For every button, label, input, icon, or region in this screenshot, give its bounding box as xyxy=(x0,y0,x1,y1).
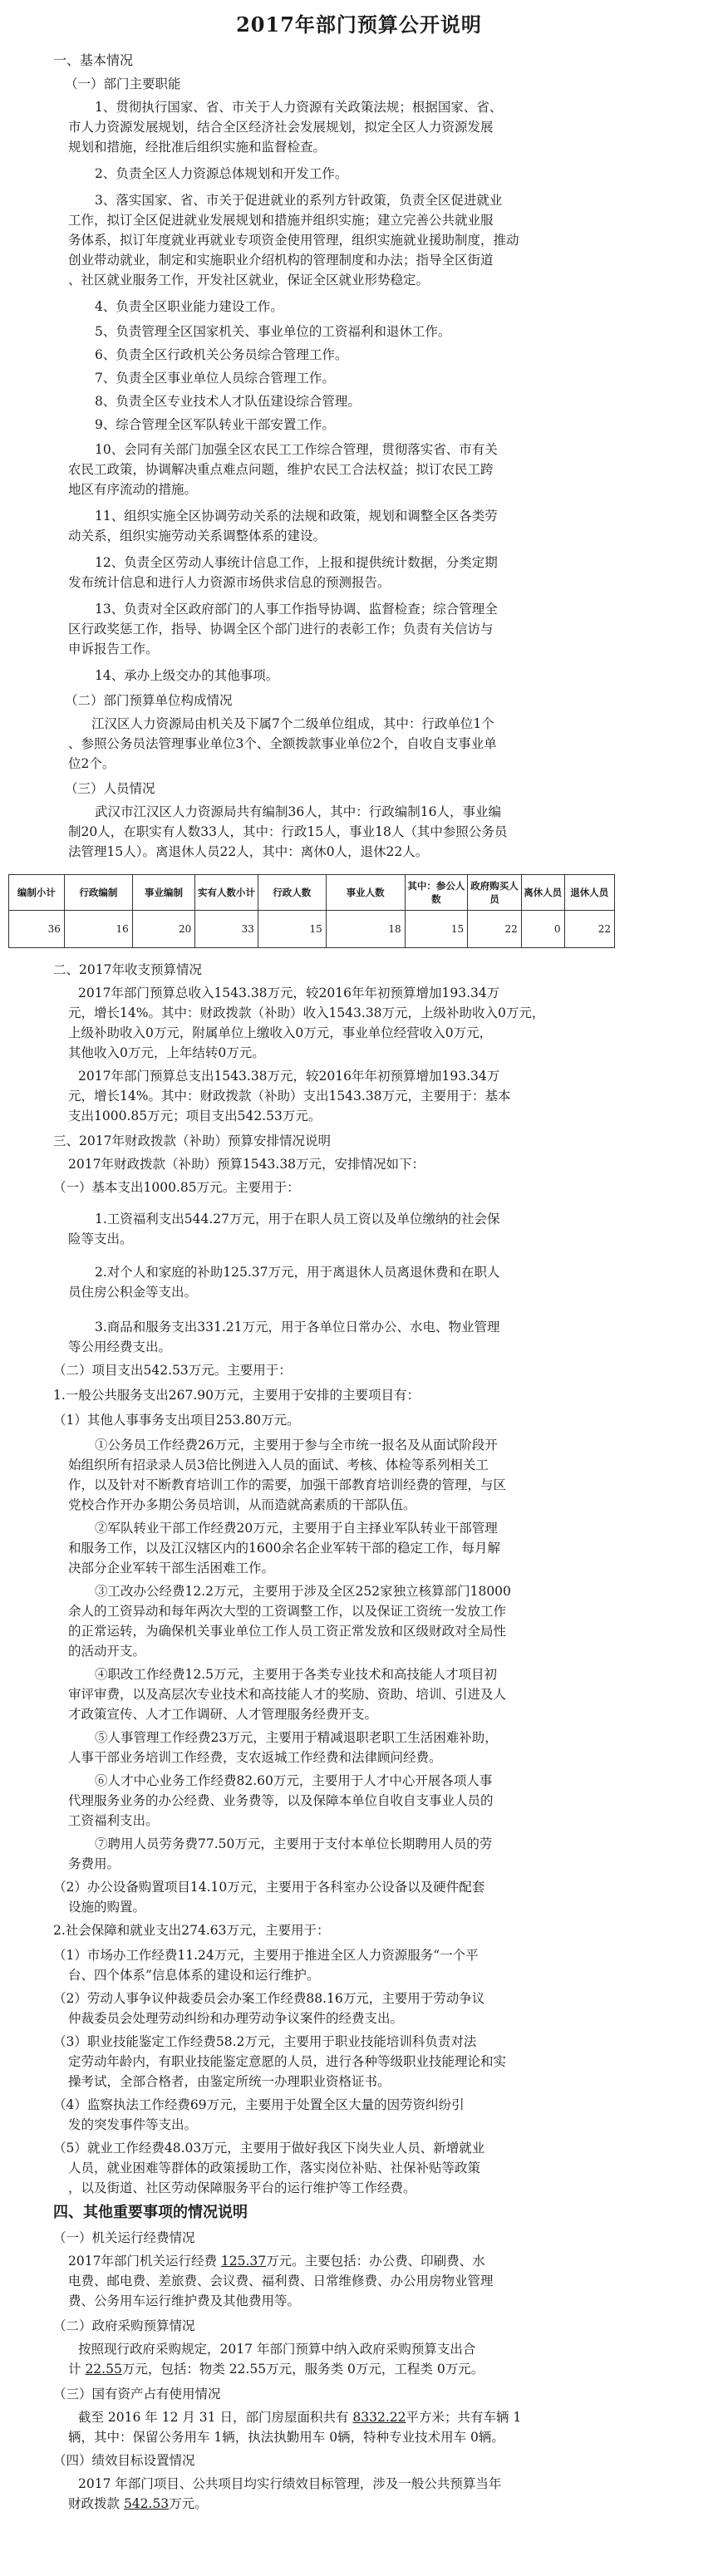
table-cell: 18 xyxy=(326,911,405,948)
text-line: 1、贯彻执行国家、省、市关于人力资源有关政策法规；根据国家、省、 xyxy=(95,100,503,115)
text-line: 才政策宣传、人才工作调研、人才管理服务经费开支。 xyxy=(68,1707,378,1722)
text-line: （二）项目支出542.53万元。主要用于： xyxy=(53,1363,292,1378)
text-line: 5、负责管理全区国家机关、事业单位的工资福利和退休工作。 xyxy=(95,324,451,339)
text-line: 人事干部业务培训工作经费，支农返城工作经费和法律顾问经费。 xyxy=(68,1750,442,1765)
text-line: （一）基本支出1000.85万元。主要用于： xyxy=(53,1180,300,1195)
text-line: 人员，就业困难等群体的政策援助工作，落实岗位补贴、社保补贴等政策 xyxy=(68,2161,481,2175)
text-line: 2、负责全区人力资源总体规划和开发工作。 xyxy=(95,166,348,181)
text-line: 余人的工资异动和每年两次大型的工资调整工作，以及保证工资统一发放工作 xyxy=(68,1604,507,1619)
text-line: 财政拨款 542.53万元。 xyxy=(68,2496,208,2511)
text-line: 10、会同有关部门加强全区农民工工作综合管理，贯彻落实省、市有关 xyxy=(95,442,498,457)
table-header-cell: 退休人员 xyxy=(564,875,614,911)
text-line: 工作，拟订全区促进就业发展规划和措施并组织实施；建立完善公共就业服 xyxy=(68,213,494,228)
text-line: 14、承办上级交办的其他事项。 xyxy=(95,668,279,683)
table-header-cell: 编制小计 xyxy=(9,875,65,911)
text-line: 操考试，全部合格者，由鉴定所统一办理职业资格证书。 xyxy=(68,2074,391,2089)
text-line: 党校合作开办多期公务员培训，从而造就高素质的干部队伍。 xyxy=(68,1497,416,1512)
text-line: 、参照公务员法管理事业单位3个、全额拨款事业单位2个，自收自支事业单 xyxy=(68,736,497,751)
text-line: 支出1000.85万元；项目支出542.53万元。 xyxy=(68,1109,322,1123)
text-line: 工资福利支出。 xyxy=(68,1813,159,1828)
text-line: 一、基本情况 xyxy=(53,53,134,68)
text-line: 动关系，组织实施劳动关系调整体系的建设。 xyxy=(68,528,327,543)
text-line: （1）其他人事事务支出项目253.80万元。 xyxy=(53,1413,300,1428)
text-line: 的活动开支。 xyxy=(68,1644,146,1659)
text-line: （四）绩效目标设置情况 xyxy=(53,2453,195,2468)
table-header-cell: 事业编制 xyxy=(132,875,194,911)
text-line: 2017 年部门项目、公共项目均实行绩效目标管理，涉及一般公共预算当年 xyxy=(78,2476,502,2491)
table-cell: 15 xyxy=(405,911,467,948)
text-line: ，以及街道、社区劳动保障服务平台的运行维护等工作经费。 xyxy=(68,2180,416,2195)
text-line: 始组织所有招录录人员3倍比例进入人员的面试、考核、体检等系列相关工 xyxy=(68,1458,489,1472)
text-line: 辆，其中：保留公务用车 1辆，执法执勤用车 0辆，特种专业技术用车 0辆。 xyxy=(68,2430,504,2445)
text-line: 区行政奖惩工作，指导、协调全区个部门进行的表彰工作；负责有关信访与 xyxy=(68,622,494,637)
text-line: 1.工资福利支出544.27万元，用于在职人员工资以及单位缴纳的社会保 xyxy=(95,1212,500,1227)
table-cell: 36 xyxy=(9,911,65,948)
text-line: 制20人，在职实有人数33人，其中：行政15人，事业18人（其中参照公务员 xyxy=(68,824,508,839)
text-line: （4）监察执法工作经费69万元，主要用于处置全区大量的因劳资纠纷引 xyxy=(53,2097,465,2112)
text-line: 农民工政策，协调解决重点难点问题，维护农民工合法权益；拟订农民工跨 xyxy=(68,462,494,477)
text-line: 2.社会保障和就业支出274.63万元，主要用于： xyxy=(53,1923,330,1938)
text-line: 8、负责全区专业技术人才队伍建设综合管理。 xyxy=(95,394,361,409)
table-header-cell: 实有人数小计 xyxy=(195,875,258,911)
text-line: 险等支出。 xyxy=(68,1231,133,1246)
table-header-cell: 其中：参公人数 xyxy=(405,875,467,911)
text-line: 费、公务用车运行维护费及其他费用等。 xyxy=(68,2293,301,2308)
text-line: ①公务员工作经费26万元，主要用于参与全市统一报名及从面试阶段开 xyxy=(95,1438,498,1453)
text-line: 三、2017年财政拨款（补助）预算安排情况说明 xyxy=(53,1133,331,1148)
section-heading: 四、其他重要事项的情况说明 xyxy=(53,2204,248,2221)
underlined-figure: 125.37 xyxy=(220,2254,267,2269)
text-line: （2）劳动人事争议仲裁委员会办案工作经费88.16万元，主要用于劳动争议 xyxy=(53,1991,485,2006)
text-line: 武汉市江汉区人力资源局共有编制36人，其中：行政编制16人，事业编 xyxy=(95,804,501,819)
text-line: 12、负责全区劳动人事统计信息工作，上报和提供统计数据，分类定期 xyxy=(95,555,498,570)
table-cell: 16 xyxy=(64,911,132,948)
text-line: 2017年部门机关运行经费 125.37万元。主要包括：办公费、印刷费、水 xyxy=(68,2254,485,2269)
text-line: 按照现行政府采购规定，2017 年部门预算中纳入政府采购预算支出合 xyxy=(78,2342,476,2357)
text-line: 发布统计信息和进行人力资源市场供求信息的预测报告。 xyxy=(68,575,391,590)
text-line: 3.商品和服务支出331.21万元，用于各单位日常办公、水电、物业管理 xyxy=(95,1320,500,1335)
text-line: （2）办公设备购置项目14.10万元，主要用于各科室办公设备以及硬件配套 xyxy=(53,1880,485,1895)
staffing-table-value-row xyxy=(9,911,615,948)
table-header-cell: 行政人数 xyxy=(258,875,326,911)
text-line: ②军队转业干部工作经费20万元，主要用于自主择业军队转业干部管理 xyxy=(95,1521,498,1536)
text-line: 元，增长14%。其中：财政拨款（补助）收入1543.38万元，上级补助收入0万元， xyxy=(68,1005,545,1020)
text-line: 1.一般公共服务支出267.90万元，主要用于安排的主要项目有： xyxy=(53,1388,420,1403)
text-line: 13、负责对全区政府部门的人事工作指导协调、监督检查；综合管理全 xyxy=(95,602,498,617)
table-cell: 22 xyxy=(468,911,522,948)
text-line: 规划和措施，经批准后组织实施和监督检查。 xyxy=(68,140,327,155)
text-line: 定劳动年龄内，有职业技能鉴定意愿的人员，进行各种等级职业技能理论和实 xyxy=(68,2054,507,2069)
document-title: 2017年部门预算公开说明 xyxy=(236,12,482,37)
underlined-figure: 8332.22 xyxy=(352,2410,406,2425)
text-line: ⑥人才中心业务工作经费82.60万元，主要用于人才中心开展各项人事 xyxy=(95,1773,493,1788)
table-cell: 20 xyxy=(132,911,194,948)
text-line: 上级补助收入0万元，附属单位上缴收入0万元，事业单位经营收入0万元， xyxy=(68,1025,493,1040)
text-line: ④职改工作经费12.5万元，主要用于各类专业技术和高技能人才项目初 xyxy=(95,1667,498,1682)
text-line: 元，增长14%。其中：财政拨款（补助）支出1543.38万元，主要用于：基本 xyxy=(68,1089,511,1104)
text-line: 2.对个人和家庭的补助125.37万元，用于离退休人员离退休费和在职人 xyxy=(95,1265,500,1280)
text-line: 3、落实国家、省、市关于促进就业的系列方针政策，负责全区促进就业 xyxy=(95,193,503,208)
text-line: 位2个。 xyxy=(68,756,116,771)
underlined-figure: 542.53 xyxy=(123,2496,170,2511)
underlined-figure: 22.55 xyxy=(85,2362,122,2377)
text-line: 务费用。 xyxy=(68,1856,120,1871)
staffing-table-header-row xyxy=(9,875,615,911)
text-line: （二）政府采购预算情况 xyxy=(53,2318,195,2333)
text-line: 6、负责全区行政机关公务员综合管理工作。 xyxy=(95,347,348,362)
text-line: 创业带动就业，制定和实施职业介绍机构的管理制度和办法；指导全区街道 xyxy=(68,253,494,268)
text-line: （5）就业工作经费48.03万元，主要用于做好我区下岗失业人员、新增就业 xyxy=(53,2141,485,2156)
text-line: ⑦聘用人员劳务费77.50万元，主要用于支付本单位长期聘用人员的劳 xyxy=(95,1836,493,1851)
table-cell: 22 xyxy=(564,911,614,948)
text-line: 发的突发事件等支出。 xyxy=(68,2117,198,2132)
text-line: （一）机关运行经费情况 xyxy=(53,2230,195,2245)
text-line: 2017年部门预算总支出1543.38万元，较2016年年初预算增加193.34万 xyxy=(78,1069,500,1084)
text-line: 电费、邮电费、差旅费、会议费、福利费、日常维修费、办公用房物业管理 xyxy=(68,2274,494,2288)
text-line: 作，以及针对不断教育培训工作的需要，加强干部教育培训经费的管理，与区 xyxy=(68,1477,507,1492)
text-line: （一）部门主要职能 xyxy=(65,76,181,91)
text-line: 代理服务业务的办公经费、业务费等，以及保障本单位自收自支事业人员的 xyxy=(68,1793,494,1808)
text-line: 仲裁委员会处理劳动纠纷和办理劳动争议案件的经费支出。 xyxy=(68,2011,404,2026)
text-line: 台、四个体系”信息体系的建设和运行维护。 xyxy=(68,1968,320,1983)
staffing-table xyxy=(8,874,615,948)
text-line: 和服务工作，以及江汉辖区内的1600余名企业军转干部的稳定工作，每月解 xyxy=(68,1541,500,1556)
table-cell: 0 xyxy=(521,911,564,948)
text-line: 员住房公积金等支出。 xyxy=(68,1285,198,1300)
text-line: 11、组织实施全区协调劳动关系的法规和政策，规划和调整全区各类劳 xyxy=(95,509,498,524)
text-line: （二）部门预算单位构成情况 xyxy=(65,693,233,708)
text-line: 7、负责全区事业单位人员综合管理工作。 xyxy=(95,371,335,386)
text-line: 计 22.55万元，包括：物类 22.55万元，服务类 0万元，工程类 0万元。 xyxy=(68,2362,484,2377)
text-line: 、社区就业服务工作，开发社区就业，保证全区就业形势稳定。 xyxy=(68,273,430,288)
text-line: 申诉报告工作。 xyxy=(68,642,159,656)
text-line: ⑤人事管理工作经费23万元，主要用于精减退职老职工生活困难补助， xyxy=(95,1730,498,1745)
text-line: （1）市场办工作经费11.24万元，主要用于推进全区人力资源服务“一个平 xyxy=(53,1948,479,1963)
text-line: （3）职业技能鉴定工作经费58.2万元，主要用于职业技能培训科负责对法 xyxy=(53,2034,477,2049)
text-line: 市人力资源发展规划，结合全区经济社会发展规划，拟定全区人力资源发展 xyxy=(68,120,494,135)
text-line: 4、负责全区职业能力建设工作。 xyxy=(95,299,283,314)
text-line: 9、综合管理全区军队转业干部安置工作。 xyxy=(95,417,335,432)
table-header-cell: 政府购买人员 xyxy=(468,875,522,911)
text-line: 等公用经费支出。 xyxy=(68,1340,172,1354)
table-header-cell: 行政编制 xyxy=(64,875,132,911)
text-line: 务体系，拟订年度就业再就业专项资金使用管理，组织实施就业援助制度，推动 xyxy=(68,233,519,248)
table-cell: 15 xyxy=(258,911,326,948)
text-line: ③工改办公经费12.2万元，主要用于涉及全区252家独立核算部门18000 xyxy=(95,1584,511,1599)
text-line: 2017年部门预算总收入1543.38万元，较2016年年初预算增加193.34万 xyxy=(78,986,500,1000)
table-header-cell: 事业人数 xyxy=(326,875,405,911)
text-line: （三）人员情况 xyxy=(65,781,155,796)
text-line: 2017年财政拨款（补助）预算1543.38万元，安排情况如下： xyxy=(68,1157,425,1172)
text-line: 地区有序流动的措施。 xyxy=(68,482,198,497)
text-line: 的正常运转，为确保机关事业单位工作人员工资正常发放和区级财政对全局性 xyxy=(68,1624,507,1639)
text-line: 二、2017年收支预算情况 xyxy=(53,962,202,977)
text-line: （三）国有资产占有使用情况 xyxy=(53,2387,221,2401)
text-line: 设施的购置。 xyxy=(68,1900,146,1915)
text-line: 截至 2016 年 12 月 31 日，部门房屋面积共有 8332.22平方米；共有车辆 1 xyxy=(78,2410,522,2425)
table-cell: 33 xyxy=(195,911,258,948)
table-header-cell: 离休人员 xyxy=(521,875,564,911)
text-line: 决部分企业军转干部生活困难工作。 xyxy=(68,1561,275,1576)
text-line: 其他收入0万元，上年结转0万元。 xyxy=(68,1045,265,1060)
text-line: 江汉区人力资源局由机关及下属7个二级单位组成，其中：行政单位1个 xyxy=(91,716,494,731)
text-line: 法管理15人）。离退休人员22人，其中：离休0人，退休22人。 xyxy=(68,844,429,859)
text-line: 审评审费，以及高层次专业技术和高技能人才的奖励、资助、培训、引进及人 xyxy=(68,1687,507,1702)
